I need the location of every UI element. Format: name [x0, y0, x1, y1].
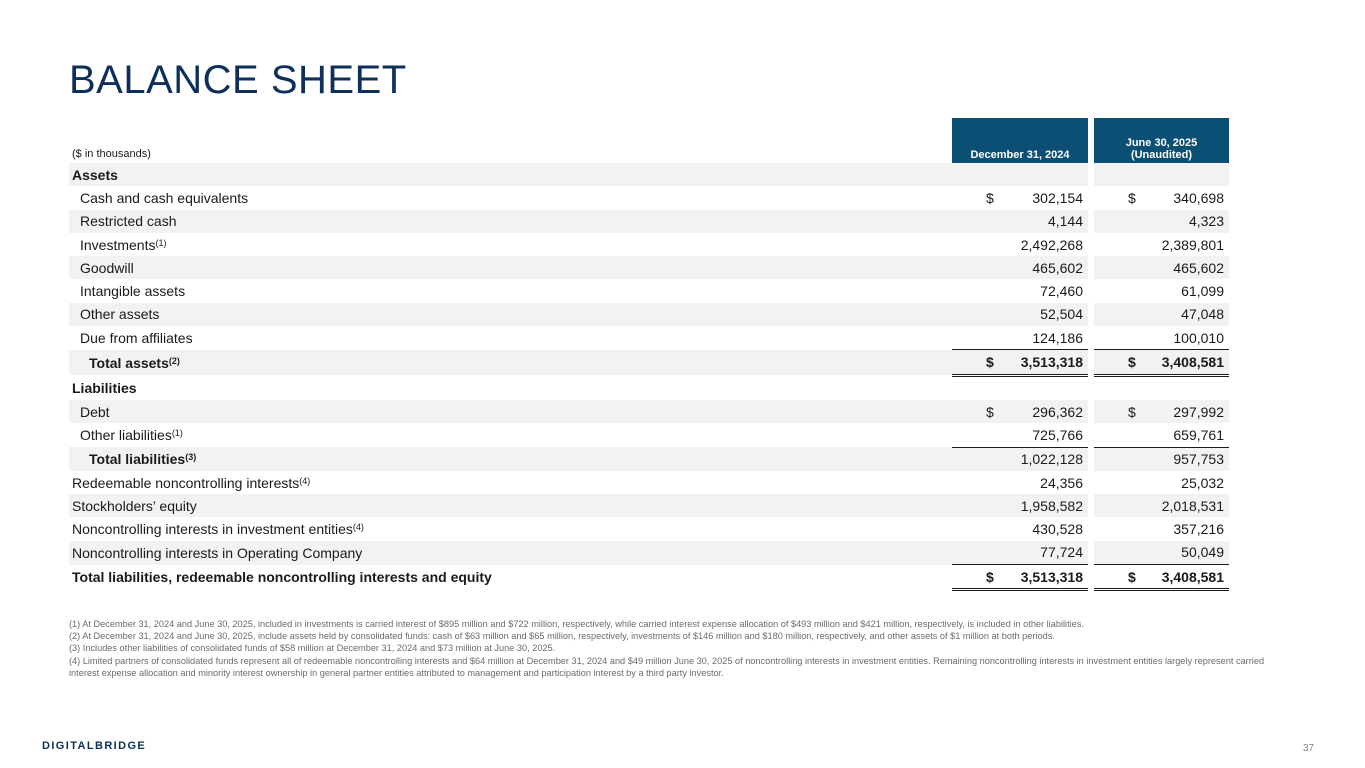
table-row: [69, 279, 1229, 302]
value-jun-2025: 2,389,801: [1161, 236, 1224, 253]
value-dec-2024: 124,186: [1032, 329, 1083, 346]
row-label-cell: [69, 471, 952, 494]
row-label: Debt: [69, 400, 952, 423]
value-jun-2025: 25,032: [1181, 474, 1224, 491]
page-title: BALANCE SHEET: [69, 58, 407, 102]
row-label: Intangible assets: [80, 283, 186, 300]
value-dec-2024: 465,602: [1032, 259, 1083, 276]
value-dec-2024: 725,766: [1032, 426, 1083, 443]
total-row: [69, 350, 1229, 375]
table-row: [69, 326, 1229, 350]
value-jun-2025: 3,408,581: [1161, 354, 1224, 371]
table-row: [69, 494, 1229, 517]
column-header-dec-2024-label: December 31, 2024: [970, 149, 1070, 161]
section-header-liabilities: [69, 375, 1229, 400]
dollar-sign: $: [1128, 403, 1136, 420]
footnote-2: (2) At December 31, 2024 and June 30, 2025, include assets held by consolidated funds: cash of $63 million and $65 million, respectively, investments of $146 million and $180 million, respectively, and other assets of $1 million at both periods.: [69, 631, 1055, 642]
row-label: Total liabilities: [89, 450, 186, 467]
row-label: Due from affiliates: [80, 329, 193, 346]
table-row: [69, 256, 1229, 279]
value-dec-2024: 3,513,318: [1020, 354, 1083, 371]
value-jun-2025: 3,408,581: [1161, 568, 1224, 585]
footnote-ref: (4): [352, 522, 364, 533]
table-row: [69, 541, 1229, 565]
footnote-ref: (1): [171, 428, 183, 439]
row-label-cell: [69, 233, 952, 256]
value-jun-2025: 957,753: [1173, 451, 1224, 468]
dollar-sign: $: [1128, 354, 1136, 371]
table-row: [69, 186, 1229, 209]
value-dec-2024: 430,528: [1032, 521, 1083, 538]
dollar-sign: $: [1128, 568, 1136, 585]
row-label-cell: [69, 447, 952, 471]
footnote-ref: (1): [155, 237, 167, 248]
table-row: [69, 471, 1229, 494]
value-dec-2024: 3,513,318: [1020, 568, 1083, 585]
row-label: Total liabilities, redeemable noncontrolling interests and equity: [72, 569, 492, 586]
footnote-ref: (3): [185, 451, 197, 462]
table-row: [69, 303, 1229, 326]
row-label: Goodwill: [69, 256, 952, 279]
row-label-cell: [69, 350, 952, 375]
value-jun-2025: 465,602: [1173, 259, 1224, 276]
row-label: Stockholders’ equity: [69, 494, 952, 517]
value-jun-2025: 50,049: [1181, 544, 1224, 561]
row-label: Other assets: [69, 303, 952, 326]
column-header-jun-2025-line1: June 30, 2025: [1125, 137, 1198, 149]
value-dec-2024: 4,144: [1047, 213, 1083, 230]
footnote-ref: (2): [168, 355, 180, 366]
value-dec-2024: 24,356: [1040, 474, 1083, 491]
total-row: [69, 447, 1229, 471]
value-dec-2024: 1,958,582: [1020, 497, 1083, 514]
value-jun-2025: 61,099: [1181, 283, 1224, 300]
value-dec-2024: 1,022,128: [1020, 451, 1083, 468]
dollar-sign: $: [986, 568, 994, 585]
row-label: Redeemable noncontrolling interests: [72, 474, 300, 491]
table-row: [69, 517, 1229, 540]
footnotes: [69, 618, 1269, 679]
table-row: [69, 210, 1229, 233]
value-jun-2025: 357,216: [1173, 521, 1224, 538]
unit-label: ($ in thousands): [72, 148, 151, 160]
row-label: Assets: [69, 163, 952, 186]
value-jun-2025: 659,761: [1173, 426, 1224, 443]
balance-sheet-table: [69, 163, 1229, 591]
value-jun-2025: 2,018,531: [1161, 497, 1224, 514]
value-jun-2025: 4,323: [1188, 213, 1224, 230]
row-label: Investments: [80, 236, 156, 253]
value-dec-2024: 72,460: [1040, 283, 1083, 300]
row-label: Restricted cash: [69, 210, 952, 233]
value-jun-2025: 340,698: [1173, 189, 1224, 206]
footnote-3: (3) Includes other liabilities of consolidated funds of $58 million at December 31, 2024 and $73 million at June 30, 2025.: [69, 643, 556, 654]
row-label: Total assets: [89, 354, 169, 371]
row-label-cell: [69, 423, 952, 447]
value-dec-2024: 52,504: [1040, 306, 1083, 323]
row-label: Noncontrolling interests in Operating Company: [69, 541, 952, 565]
row-label-cell: [69, 517, 952, 540]
page-number: 37: [1303, 743, 1315, 754]
row-label: Cash and cash equivalents: [80, 189, 249, 206]
dollar-sign: $: [1128, 189, 1136, 206]
value-jun-2025: 47,048: [1181, 306, 1224, 323]
table-row: [69, 423, 1229, 447]
value-dec-2024: 77,724: [1040, 544, 1083, 561]
column-header-dec-2024: [952, 118, 1088, 163]
value-jun-2025: 297,992: [1173, 403, 1224, 420]
value-dec-2024: 2,492,268: [1020, 236, 1083, 253]
total-row: [69, 565, 1229, 590]
table-row: [69, 233, 1229, 256]
table-row: [69, 400, 1229, 423]
column-header-jun-2025: [1094, 118, 1229, 163]
row-label: Other liabilities: [80, 427, 172, 444]
value-dec-2024: 296,362: [1032, 403, 1083, 420]
footnote-ref: (4): [299, 475, 311, 486]
footnote-1: (1) At December 31, 2024 and June 30, 2025, included in investments is carried interest of $895 million and $722 million, respectively, while carried interest expense allocation of $493 million and $421 million, respectively, is included in other liabilities.: [69, 619, 1084, 629]
row-label: Liabilities: [72, 379, 137, 396]
value-dec-2024: 302,154: [1032, 189, 1083, 206]
section-header-assets: [69, 163, 1229, 186]
digitalbridge-logo: DIGITALBRIDGE: [42, 740, 147, 752]
column-header-jun-2025-line2: (Unaudited): [1130, 149, 1193, 161]
footnote-4: (4) Limited partners of consolidated funds represent all of redeemable noncontrolling interests and $64 million at December 31, 2024 and $49 million June 30, 2025 of noncontrolling interests in investment entities. Remaining noncontrolling interests in investment entities largely represent carried interest expense allocation and minority interest ownership in general partner entities attributed to management and participation interest by a third party investor.: [69, 655, 1265, 678]
value-jun-2025: 100,010: [1173, 329, 1224, 346]
dollar-sign: $: [986, 189, 994, 206]
dollar-sign: $: [986, 403, 994, 420]
row-label: Noncontrolling interests in investment entities: [72, 521, 353, 538]
dollar-sign: $: [986, 354, 994, 371]
